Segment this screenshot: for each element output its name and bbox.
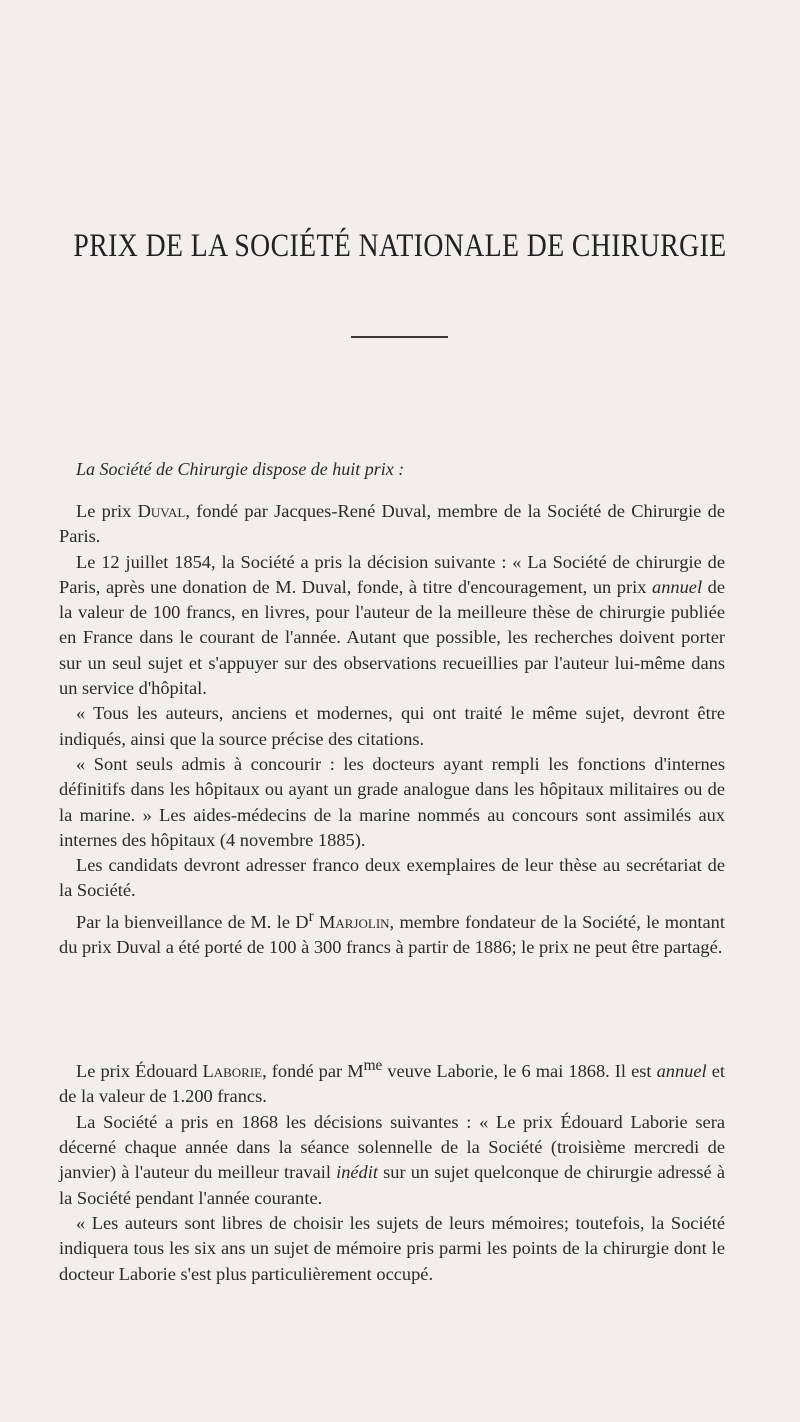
laborie-paragraph-2: La Société a pris en 1868 les décisions suivantes : « Le prix Édouard Laborie sera décerné chaque année dans la séance solennelle de la Société (troisième mercredi de janvier) à l'auteur du meilleur travail inédit sur un sujet quelconque de chirurgie adressé à la Société pendant l'année courante. xyxy=(59,1111,726,1208)
duval-paragraph-6: Par la bienveillance de M. le $D^r$ Marjolin, membre fondateur de la Société, le montant du prix Duval a été porté de 100 à 300 francs à partir de 1886; le prix ne peut être partagé. xyxy=(59,907,725,958)
marjolin-name: Marjolin xyxy=(313,911,390,932)
laborie-name: Laborie xyxy=(202,1061,263,1082)
laborie-paragraph-1: Le prix Édouard Laborie, fondé par $M^{me}$ veuve Laborie, le 6 mai 1868. Il est annuel et de la valeur de 1.200 francs. xyxy=(59,1057,725,1107)
duval-paragraph-4: « Sont seuls admis à concourir : les docteurs ayant rempli les fonctions d'internes définitifs dans les hôpitaux ou ayant un grade analogue dans les hôpitaux militaires ou de la marine. » Les aides-médecins de la marine nommés au concours sont assimilés aux internes des hôpitaux (4 novembre 1885). xyxy=(59,753,725,850)
prix-laborie-section xyxy=(59,1053,725,1287)
laborie-paragraph-3: « Les auteurs sont libres de choisir les sujets de leurs mémoires; toutefois, la Société indiquera tous les six ans un sujet de mémoire pris parmi les points de la chirurgie dont le docteur Laborie s'est plus particulièrement occupé. xyxy=(59,1212,725,1284)
prix-duval-section xyxy=(59,499,725,960)
duval-paragraph-2: Le 12 juillet 1854, la Société a pris la décision suivante : « La Société de chirurgie de Paris, après une donation de M. Duval, fonde, à titre d'encouragement, un prix annuel de la valeur de 100 francs, en livres, pour l'auteur de la meilleure thèse de chirurgie publiée en France dans le courant de l'année. Autant que possible, les recherches doivent porter sur un seul sujet et s'appuyer sur des observations recueillies par l'auteur lui-même dans un service d'hôpital. xyxy=(59,551,725,699)
duval-paragraph-3: « Tous les auteurs, anciens et modernes, qui ont traité le même sujet, devront être indiqués, ainsi que la source précise des citations. xyxy=(59,703,725,749)
duval-paragraph-5: Les candidats devront adresser franco deux exemplaires de leur thèse au secrétariat de la Société. xyxy=(59,855,725,901)
intro-line: La Société de Chirurgie dispose de huit prix : xyxy=(76,459,405,479)
duval-name: Duval xyxy=(137,501,186,521)
duval-paragraph-1: Le prix Duval, fondé par Jacques-René Duval, membre de la Société de Chirurgie de Paris. xyxy=(59,501,725,547)
page-title: PRIX DE LA SOCIÉTÉ NATIONALE DE CHIRURGIE xyxy=(73,228,727,264)
title-divider xyxy=(351,336,448,338)
